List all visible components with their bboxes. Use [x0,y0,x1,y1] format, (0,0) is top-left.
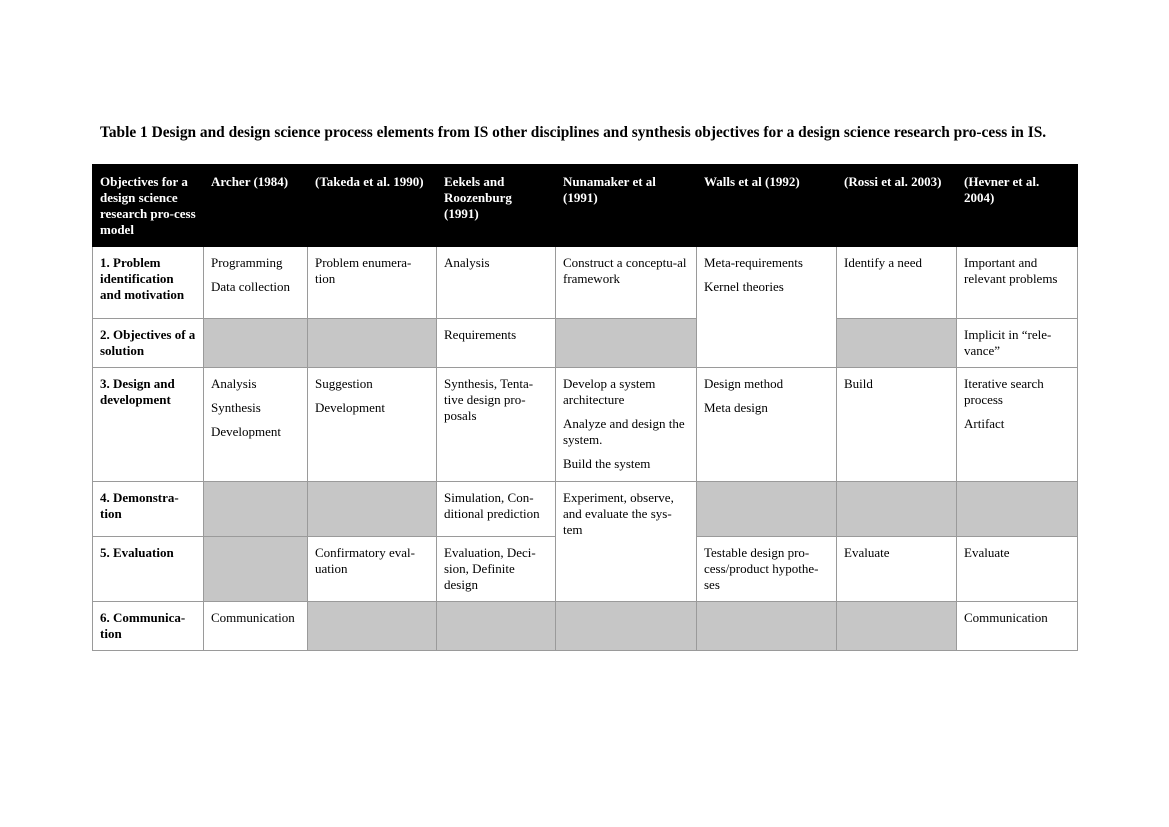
archer-cell [204,368,308,482]
empty-cell [837,482,957,537]
empty-cell [697,482,837,537]
cell-text: Testable design pro-cess/product hypothe-ses [704,545,819,592]
cell-text: Confirmatory eval-uation [315,545,415,576]
cell-text: Synthesis, Tenta-tive design pro-posals [444,376,534,423]
eekels-cell [437,482,556,537]
hevner-cell [957,602,1078,651]
empty-cell [837,602,957,651]
rossi-cell [837,537,957,602]
cell-text: Development [315,400,386,415]
cell-text: Evaluate [964,545,1010,560]
cell-text: Evaluate [844,545,890,560]
header-eekels: Eekels and Roozenburg (1991) [437,165,556,247]
header-nunamaker: Nunamaker et al (1991) [556,165,697,247]
rossi-cell [837,247,957,319]
archer-cell [204,247,308,319]
cell-text: Development [211,424,282,439]
eekels-cell [437,319,556,368]
header-row [93,165,1078,247]
walls-cell [697,368,837,482]
empty-cell [308,602,437,651]
cell-text: Analysis [444,255,490,270]
cell-text: Analyze and design the system. [563,416,685,447]
header-takeda: (Takeda et al. 1990) [308,165,437,247]
header-hevner: (Hevner et al. 2004) [957,165,1078,247]
cell-text: Build the system [563,456,651,471]
cell-text: Artifact [964,416,1005,431]
empty-cell [204,482,308,537]
hevner-cell [957,537,1078,602]
objective-cell: 1. Problem identification and motivation [93,247,204,319]
cell-text: Evaluation, Deci-sion, Definite design [444,545,536,592]
cell-text: Important and relevant problems [964,255,1058,286]
cell-text: Simulation, Con-ditional prediction [444,490,540,521]
objective-cell: 4. Demonstra-tion [93,482,204,537]
cell-text: Identify a need [844,255,922,270]
cell-text: Implicit in “rele-vance” [964,327,1052,358]
eekels-cell [437,247,556,319]
nunamaker-cell [556,482,697,602]
header-walls: Walls et al (1992) [697,165,837,247]
cell-text: Communication [211,610,295,625]
eekels-cell [437,537,556,602]
empty-cell [204,537,308,602]
cell-text: Problem enumera-tion [315,255,412,286]
empty-cell [308,482,437,537]
table-row [93,482,1078,537]
hevner-cell [957,319,1078,368]
empty-cell [837,319,957,368]
empty-cell [204,319,308,368]
header-archer: Archer (1984) [204,165,308,247]
nunamaker-cell [556,368,697,482]
cell-text: Experiment, observe, and evaluate the sys-tem [563,490,674,537]
cell-text: Suggestion [315,376,373,391]
objective-cell: 5. Evaluation [93,537,204,602]
objective-cell: 6. Communica-tion [93,602,204,651]
cell-text: Data collection [211,279,291,294]
takeda-cell [308,247,437,319]
empty-cell [437,602,556,651]
table-row [93,602,1078,651]
cell-text: Requirements [444,327,517,342]
cell-text: Construct a conceptu-al framework [563,255,687,286]
hevner-cell [957,247,1078,319]
eekels-cell [437,368,556,482]
header-objectives: Objectives for a design science research pro-cess model [93,165,204,247]
hevner-cell [957,368,1078,482]
walls-cell [697,537,837,602]
rossi-cell [837,368,957,482]
table-row [93,247,1078,319]
cell-text: Kernel theories [704,279,784,294]
table-row [93,368,1078,482]
empty-cell [556,602,697,651]
header-rossi: (Rossi et al. 2003) [837,165,957,247]
cell-text: Design method [704,376,784,391]
objective-cell: 3. Design and development [93,368,204,482]
cell-text: Build [844,376,873,391]
nunamaker-cell [556,247,697,319]
takeda-cell [308,368,437,482]
cell-text: Develop a system architecture [563,376,656,407]
takeda-cell [308,537,437,602]
objective-cell: 2. Objectives of a solution [93,319,204,368]
empty-cell [697,602,837,651]
cell-text: Meta-requirements [704,255,803,270]
cell-text: Meta design [704,400,768,415]
archer-cell [204,602,308,651]
empty-cell [957,482,1078,537]
cell-text: Communication [964,610,1048,625]
table-row [93,319,1078,368]
table-caption: Table 1 Design and design science process elements from IS other disciplines and synthesis objectives for a design science research pro-cess in IS. [100,124,1047,141]
walls-cell [697,247,837,368]
empty-cell [556,319,697,368]
cell-text: Analysis [211,376,257,391]
cell-text: Programming [211,255,283,270]
cell-text: Iterative search process [964,376,1044,407]
design-science-table [92,164,1078,651]
cell-text: Synthesis [211,400,261,415]
empty-cell [308,319,437,368]
